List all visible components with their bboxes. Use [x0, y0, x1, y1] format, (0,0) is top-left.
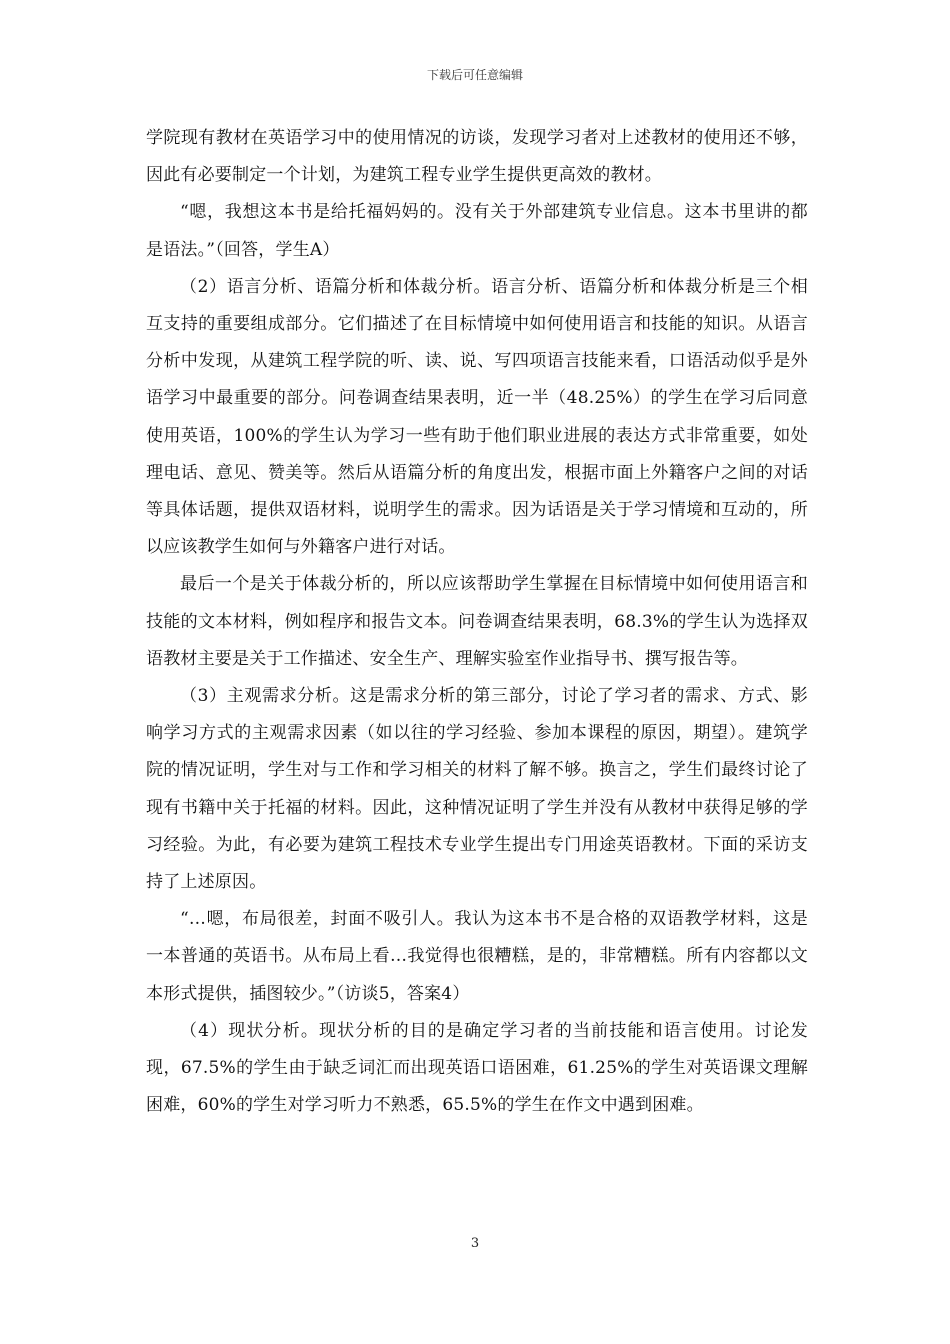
paragraph-4: 最后一个是关于体裁分析的，所以应该帮助学生掌握在目标情境中如何使用语言和技能的文本材料，例如程序和报告文本。问卷调查结果表明，68.3%的学生认为选择双语教材主要是关于工作描述、安全生产、理解实验室作业指导书、撰写报告等。: [146, 574, 808, 669]
document-body: [146, 120, 808, 1124]
paragraph-7: （4）现状分析。现状分析的目的是确定学习者的当前技能和语言使用。讨论发现，67.5%的学生由于缺乏词汇而出现英语口语困难，61.25%的学生对英语课文理解困难，60%的学生对学习听力不熟悉，65.5%的学生在作文中遇到困难。: [146, 1020, 808, 1116]
paragraph-3: （2）语言分析、语篇分析和体裁分析。语言分析、语篇分析和体裁分析是三个相互支持的重要组成部分。它们描述了在目标情境中如何使用语言和技能的知识。从语言分析中发现，从建筑工程学院的听、读、说、写四项语言技能来看，口语活动似乎是外语学习中最重要的部分。问卷调查结果表明，近一半（48.25%）的学生在学习后同意使用英语，100%的学生认为学习一些有助于他们职业进展的表达方式非常重要，如处理电话、意见、赞美等。然后从语篇分析的角度出发，根据市面上外籍客户之间的对话等具体话题，提供双语材料，说明学生的需求。因为话语是关于学习情境和互动的，所以应该教学生如何与外籍客户进行对话。: [146, 276, 808, 558]
paragraph-1: 学院现有教材在英语学习中的使用情况的访谈，发现学习者对上述教材的使用还不够，因此有必要制定一个计划，为建筑工程专业学生提供更高效的教材。: [146, 128, 808, 186]
paragraph-2-quote: “嗯，我想这本书是给托福妈妈的。没有关于外部建筑专业信息。这本书里讲的都是语法。”（回答，学生A）: [146, 202, 808, 260]
paragraph-5: （3）主观需求分析。这是需求分析的第三部分，讨论了学习者的需求、方式、影响学习方式的主观需求因素（如以往的学习经验、参加本课程的原因，期望）。建筑学院的情况证明，学生对与工作和学习相关的材料了解不够。换言之，学生们最终讨论了现有书籍中关于托福的材料。因此，这种情况证明了学生并没有从教材中获得足够的学习经验。为此，有必要为建筑工程技术专业学生提出专门用途英语教材。下面的采访支持了上述原因。: [146, 686, 808, 893]
paragraph-6-quote: “…嗯，布局很差，封面不吸引人。我认为这本书不是合格的双语教学材料，这是一本普通的英语书。从布局上看…我觉得也很糟糕，是的，非常糟糕。所有内容都以文本形式提供，插图较少。”（访谈5，答案4）: [146, 909, 808, 1004]
page-header: 下载后可任意编辑: [426, 68, 523, 82]
page-number: 3: [470, 1236, 480, 1251]
